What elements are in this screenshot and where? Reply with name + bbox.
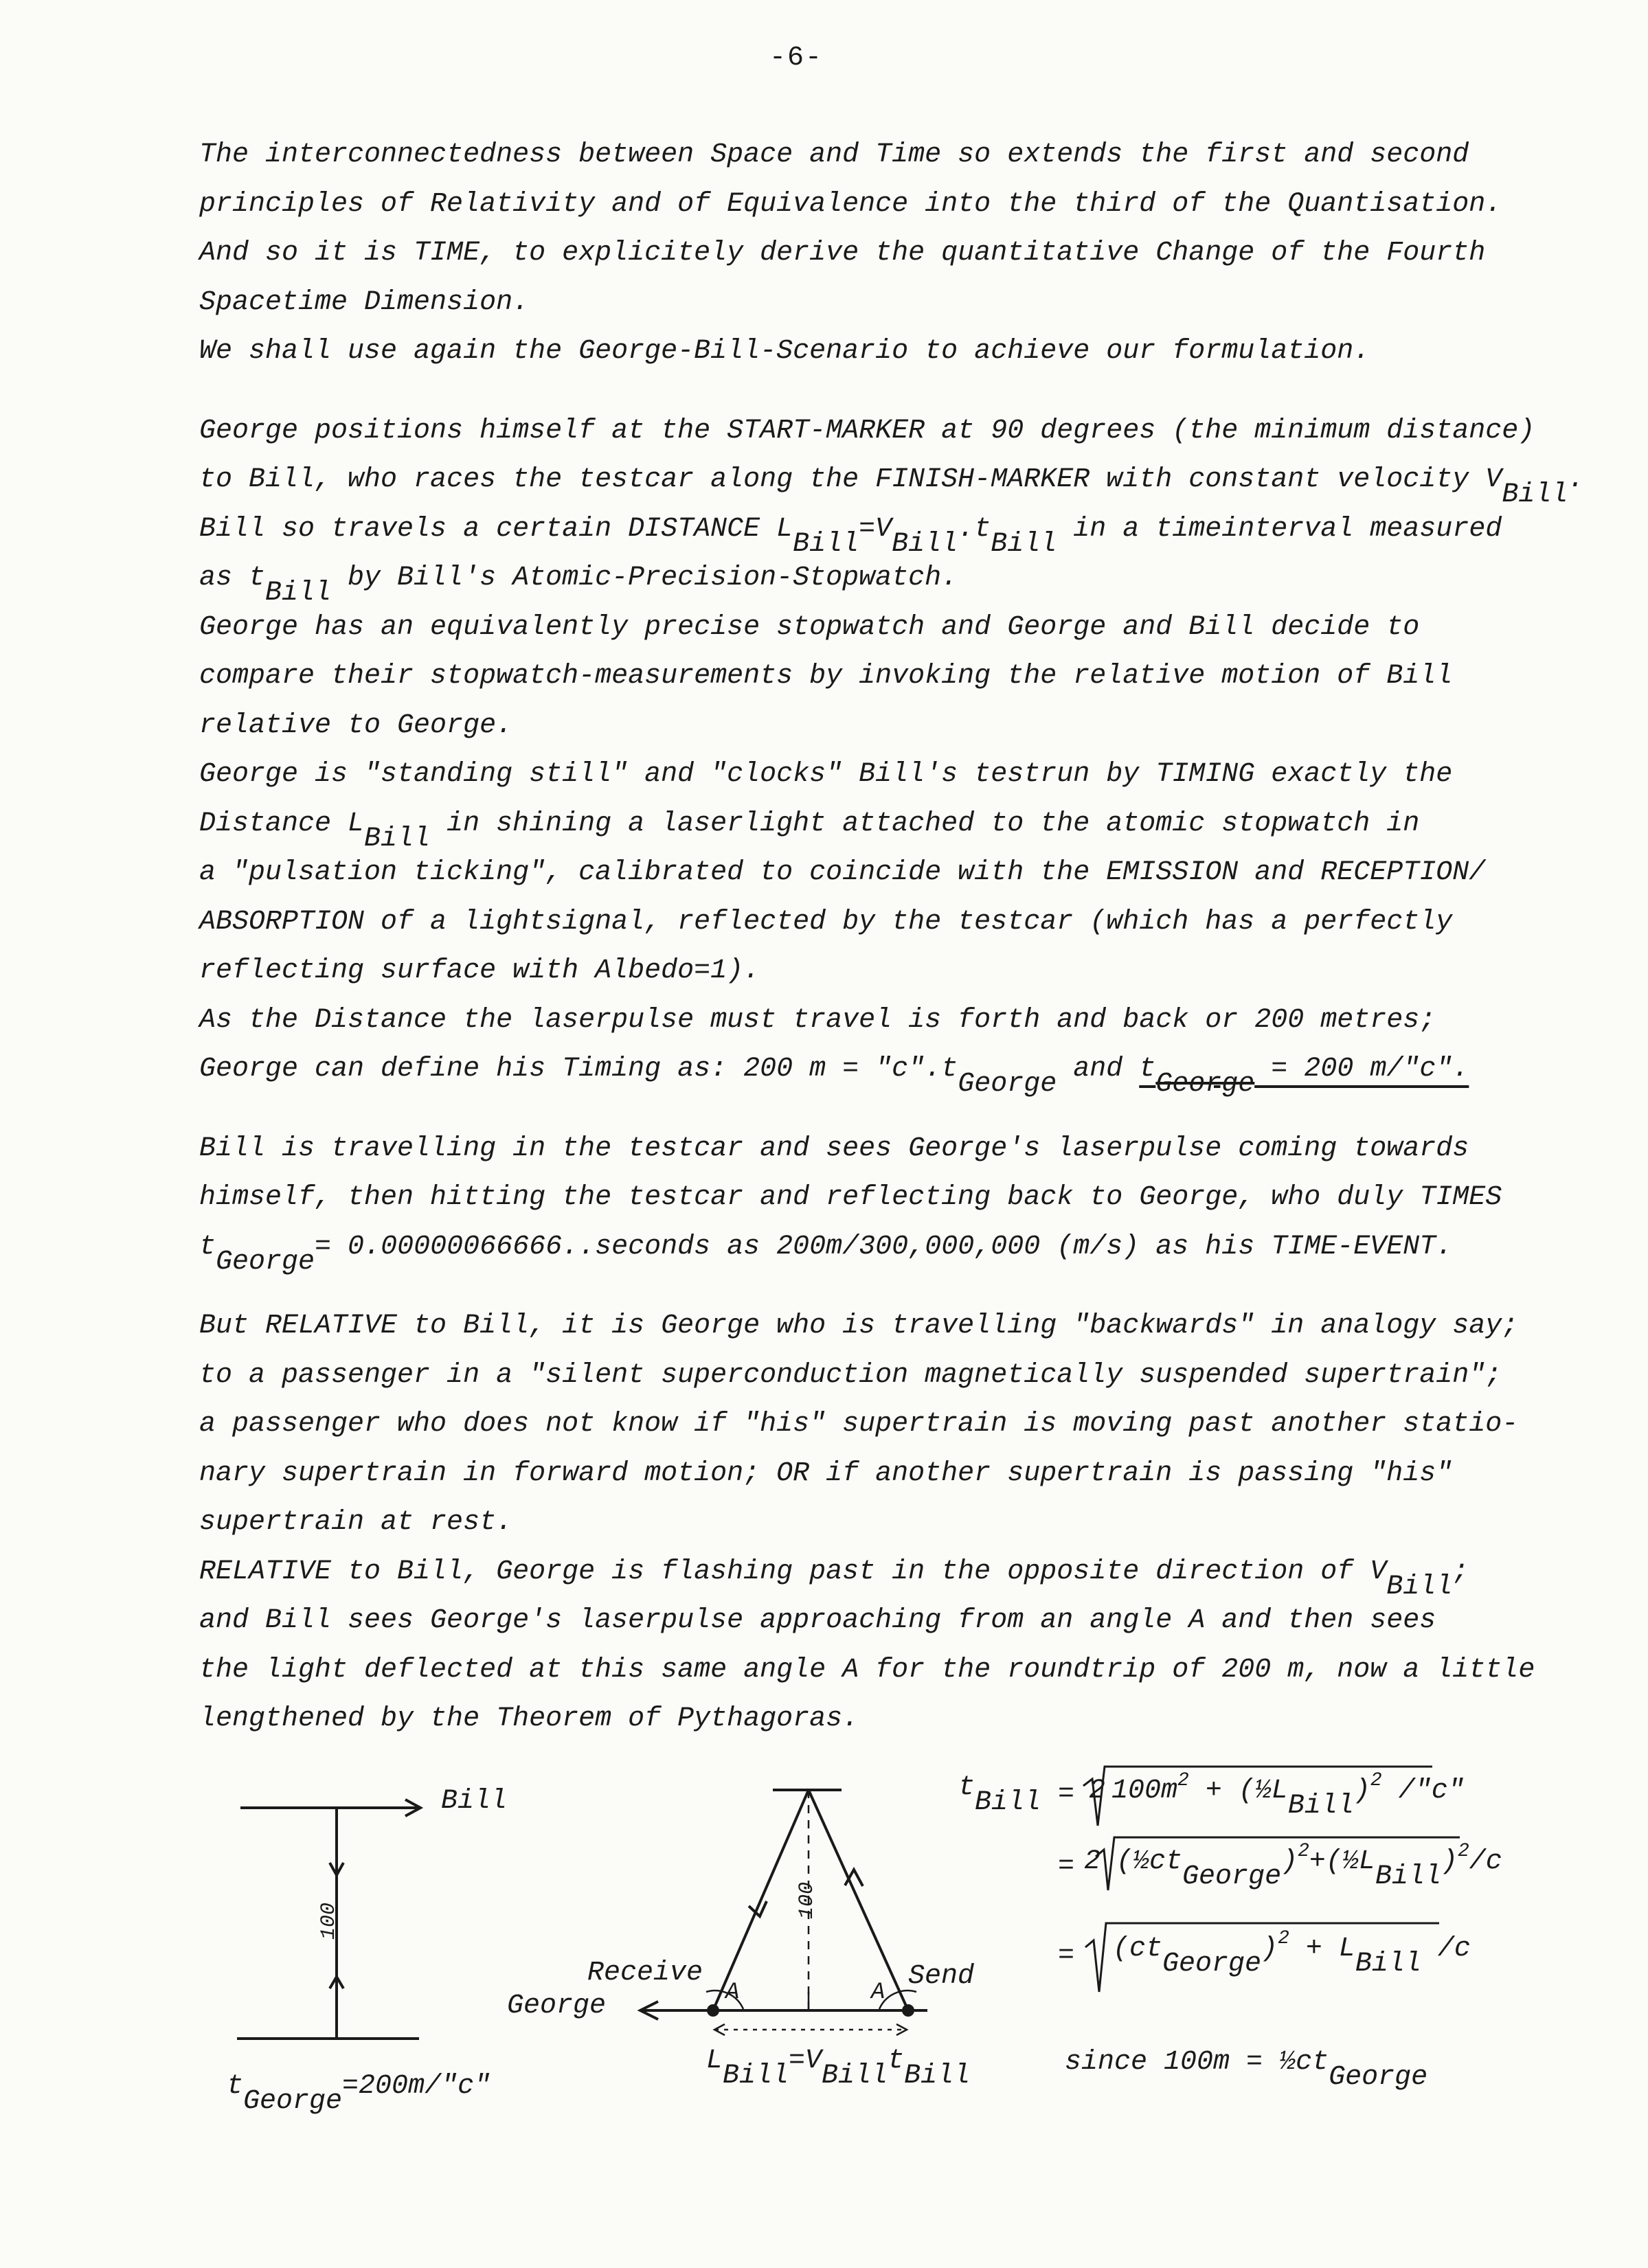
text-line: George positions himself at the START-MARKER at 90 degrees (the minimum distance) [199, 415, 1535, 446]
base-caption: $L_{Bill}=V_{Bill}t_{Bill}$ [706, 2045, 971, 2091]
text-line: lengthened by the Theorem of Pythagoras. [199, 1703, 859, 1734]
equation-line-1: $100m^2$ + $(\frac{1}{2}L_{Bill})^2$ /"c" [1111, 1770, 1465, 1822]
text-line: supertrain at rest. [199, 1507, 513, 1538]
text-line: $t_{George}=$ 0.00000066666..seconds as 200m/300,000,000 (m/s) as his TIME-EVENT. [199, 1231, 1453, 1278]
george-label: George [507, 1991, 607, 2021]
eq-coef-2: 2 [1084, 1846, 1101, 1877]
page-number: -6- [769, 43, 824, 73]
eq-equals-3: = [1058, 1940, 1075, 1971]
receive-label: Receive [587, 1958, 703, 1988]
send-label: Send [908, 1961, 975, 1992]
eq-equals-2: = [1058, 1851, 1075, 1882]
equation-line-2: $(\frac{1}{2}ct_{George})^2+(\frac{1}{2}L_{Bill})^2/c$ [1116, 1841, 1502, 1892]
text-line: the light deflected at this same angle A for the roundtrip of 200 m, now a little [199, 1654, 1535, 1686]
right-angle-mark [790, 1992, 809, 2010]
text-line: to a passenger in a "silent superconduction magnetically suspended supertrain"; [199, 1359, 1502, 1391]
text-line: Bill is travelling in the testcar and sees George's laserpulse coming towards [199, 1133, 1469, 1164]
text-line: relative to George. [199, 710, 513, 741]
receive-point [707, 2004, 719, 2017]
angle-label-left: A [725, 1980, 740, 2006]
text-line: nary supertrain in forward motion; OR if another supertrain is passing "his" [199, 1458, 1453, 1489]
equation-since: since $100m = \frac{1}{2}ct_{George}$ [1065, 2047, 1428, 2093]
equation-line-3: $(ct_{George})^2 + L_{Bill}$ /c [1113, 1928, 1471, 1980]
eq-equals-1: = [1058, 1779, 1075, 1810]
bill-label: Bill [441, 1786, 508, 1817]
send-ray [809, 1790, 908, 2010]
text-line: a passenger who does not know if "his" supertrain is moving past another statio- [199, 1409, 1519, 1440]
tgeorge-caption: $t_{George}=200m/"c$" [227, 2071, 491, 2117]
text-line: Spacetime Dimension. [199, 286, 530, 318]
text-line: Bill so travels a certain DISTANCE $L_{Bill}=V_{Bill}.t_{Bill}$ in a timeinterval measured [199, 513, 1502, 560]
send-point [902, 2004, 914, 2017]
text-line: a "pulsation ticking", calibrated to coincide with the EMISSION and RECEPTION/ [199, 857, 1486, 888]
text-line: We shall use again the George-Bill-Scenario to achieve our formulation. [199, 336, 1370, 367]
text-line: and Bill sees George's laserpulse approaching from an angle A and then sees [199, 1605, 1436, 1636]
text-line: As the Distance the laserpulse must travel is forth and back or 200 metres; [199, 1004, 1436, 1036]
text-line: But RELATIVE to Bill, it is George who is travelling "backwards" in analogy say; [199, 1311, 1519, 1341]
text-line: compare their stopwatch-measurements by invoking the relative motion of Bill [199, 661, 1453, 692]
eq-lhs: $t_{Bill}$ [958, 1772, 1041, 1818]
text-line: ABSORPTION of a lightsignal, reflected by the testcar (which has a perfectly [199, 906, 1453, 938]
text-line: to Bill, who races the testcar along the FINISH-MARKER with constant velocity $V_{Bill}$. [199, 464, 1585, 510]
text-line: himself, then hitting the testcar and reflecting back to George, who duly TIMES [199, 1182, 1502, 1213]
text-line: George has an equivalently precise stopwatch and George and Bill decide to [199, 611, 1420, 643]
text-line: The interconnectedness between Space and Time so extends the first and second [199, 139, 1469, 170]
eq-coef-1: 2 [1089, 1776, 1106, 1806]
text-line: George is "standing still" and "clocks" Bill's testrun by TIMING exactly the [199, 759, 1453, 790]
text-line: principles of Relativity and of Equivalence into the third of the Quantisation. [199, 188, 1502, 220]
text-line: as $t_{Bill}$ by Bill's Atomic-Precision-Stopwatch. [199, 563, 958, 609]
height-label: 100 [795, 1881, 820, 1920]
text-line: Distance $L_{Bill}$ in shining a laserlight attached to the atomic stopwatch in [199, 808, 1420, 854]
text-line: RELATIVE to Bill, George is flashing past in the opposite direction of $V_{Bill}$; [199, 1556, 1469, 1602]
distance-label: 100 [317, 1902, 341, 1940]
text-line: And so it is TIME, to explicitely derive the quantitative Change of the Fourth [199, 238, 1486, 269]
text-line: George can define his Timing as: 200 $m = "c".t_{George}$ and $t_{George} = 200$ m/"c". [199, 1054, 1469, 1100]
return-ray [713, 1790, 809, 2010]
angle-label-right: A [871, 1980, 885, 2006]
text-line: reflecting surface with Albedo=1). [199, 955, 760, 986]
